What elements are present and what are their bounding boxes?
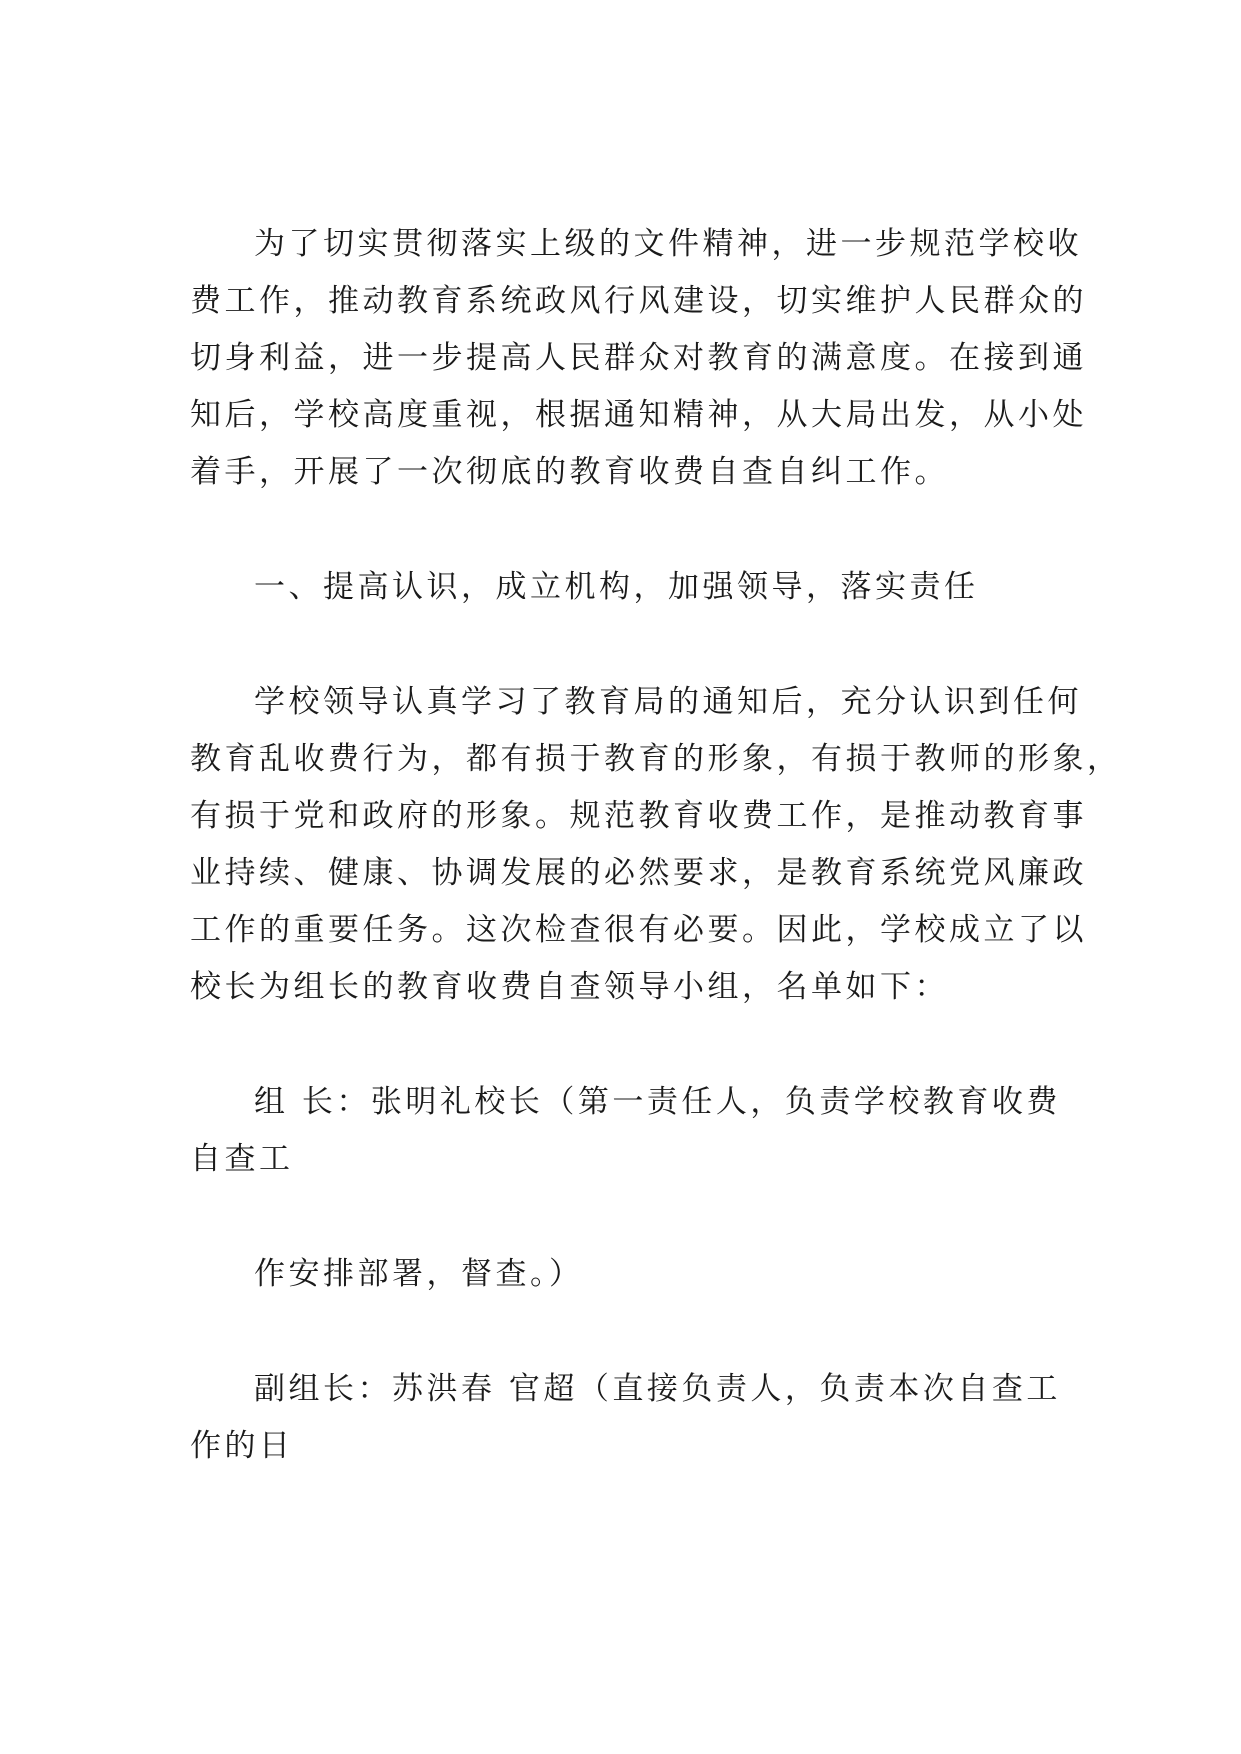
text-line: 组 长：张明礼校长（第一责任人，负责学校教育收费 xyxy=(254,1084,1061,1120)
text-line: 业持续、健康、协调发展的必然要求，是教育系统党风廉政 xyxy=(190,855,1087,891)
deputy-leader-entry xyxy=(190,1361,1060,1475)
text-line: 着手，开展了一次彻底的教育收费自查自纠工作。 xyxy=(190,454,949,490)
intro-paragraph xyxy=(190,216,1087,501)
heading-text: 一、提高认识，成立机构，加强领导，落实责任 xyxy=(254,569,979,605)
text-line: 校长为组长的教育收费自查领导小组，名单如下： xyxy=(190,969,949,1005)
leader-entry-continued xyxy=(190,1246,1060,1303)
section-heading xyxy=(190,559,1060,616)
text-line: 自查工 xyxy=(190,1141,294,1177)
text-line: 副组长：苏洪春 官超（直接负责人，负责本次自查工 xyxy=(254,1371,1061,1407)
body-paragraph xyxy=(190,674,1122,1016)
text-line: 切身利益，进一步提高人民群众对教育的满意度。在接到通 xyxy=(190,340,1087,376)
text-line: 为了切实贯彻落实上级的文件精神，进一步规范学校收 xyxy=(254,226,1082,262)
document-body xyxy=(190,216,1122,1475)
text-line: 作的日 xyxy=(190,1428,294,1464)
text-line: 有损于党和政府的形象。规范教育收费工作，是推动教育事 xyxy=(190,798,1087,834)
text-line: 作安排部署，督查。） xyxy=(254,1256,584,1292)
leader-entry xyxy=(190,1074,1060,1188)
text-line: 学校领导认真学习了教育局的通知后，充分认识到任何 xyxy=(254,684,1082,720)
text-line: 知后，学校高度重视，根据通知精神，从大局出发，从小处 xyxy=(190,397,1087,433)
text-line: 工作的重要任务。这次检查很有必要。因此，学校成立了以 xyxy=(190,912,1087,948)
text-line: 教育乱收费行为，都有损于教育的形象，有损于教师的形象， xyxy=(190,741,1122,777)
text-line: 费工作，推动教育系统政风行风建设，切实维护人民群众的 xyxy=(190,283,1087,319)
